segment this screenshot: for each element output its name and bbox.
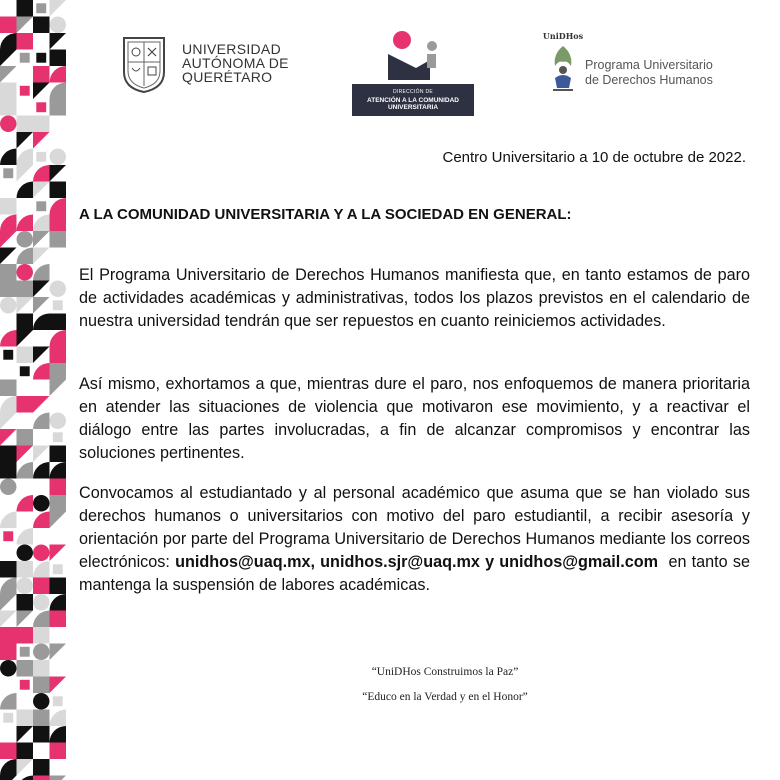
pattern-tile (50, 83, 67, 100)
pattern-tile (50, 363, 67, 380)
pattern-tile (17, 215, 34, 232)
pattern-tile (17, 132, 34, 149)
pattern-tile (33, 776, 50, 780)
pattern-tile (0, 446, 17, 463)
pattern-tile (17, 165, 34, 182)
pattern-tile (17, 726, 34, 743)
pattern-tile (17, 182, 34, 199)
pattern-tile (17, 776, 34, 780)
pattern-tile (0, 594, 17, 611)
unidhos-line-1: Programa Universitario (585, 58, 713, 72)
pattern-tile (0, 578, 16, 595)
pattern-tile (33, 512, 50, 529)
pattern-tile (33, 693, 50, 710)
unidhos-name (585, 58, 713, 88)
pattern-tile (33, 644, 50, 661)
pattern-tile (53, 696, 63, 706)
unidhos-logo (542, 30, 745, 102)
paragraph-3-outro: en tanto se mantenga la suspensión de labores académicas. (79, 553, 755, 594)
pattern-tile (17, 149, 34, 166)
pattern-tile (33, 710, 50, 727)
pattern-tile (50, 347, 67, 364)
pattern-tile (50, 149, 67, 166)
pattern-tile (33, 545, 50, 562)
unidhos-badge: UniDHos (542, 31, 584, 41)
pattern-tile (33, 83, 50, 100)
pattern-tile (17, 561, 34, 578)
pattern-tile (33, 495, 50, 512)
uaq-line-3: QUERÉTARO (182, 69, 273, 85)
pattern-tile (36, 201, 46, 211)
pattern-tile (33, 446, 50, 463)
pattern-tile (50, 314, 67, 331)
pattern-tile (17, 429, 34, 446)
pattern-tile (20, 53, 30, 63)
pattern-tile (50, 380, 67, 397)
daca-line-1: ATENCIÓN A LA COMUNIDAD (367, 97, 459, 104)
pattern-tile (36, 152, 46, 162)
pattern-tile (33, 132, 50, 149)
pattern-tile (50, 33, 67, 50)
daca-logo (352, 30, 474, 118)
pattern-tile (36, 102, 46, 112)
pattern-tile (17, 33, 34, 50)
pattern-tile (20, 647, 30, 657)
pattern-tile (50, 413, 67, 430)
pattern-tile (0, 33, 16, 50)
pattern-tile (50, 495, 67, 512)
paragraph-3 (79, 482, 755, 597)
pattern-tile (3, 350, 13, 360)
pattern-tile (50, 545, 67, 562)
pattern-tile (50, 726, 67, 743)
daca-line-2: UNIVERSITARIA (387, 104, 439, 111)
pattern-tile (3, 168, 13, 178)
pattern-tile (17, 578, 34, 595)
pattern-tile (33, 231, 50, 248)
pattern-tile (0, 413, 17, 430)
daca-small-text: DIRECCIÓN DE (393, 89, 433, 95)
pattern-tile (50, 281, 67, 298)
pattern-tile (50, 231, 67, 248)
paragraph-3-intro: Convocamos al estudiantado y al personal académico que asuma que se han violado sus derechos humanos o universitarios con motivo del paro estudiantil, a recibir asesoría y orientación por parte del Programa Universitario de Derechos Humanos mediante los correos electrónicos: (79, 484, 750, 571)
pattern-tile (33, 396, 50, 413)
pattern-tile (0, 66, 17, 83)
pattern-tile (33, 116, 50, 133)
pattern-tile (0, 149, 16, 166)
pattern-tile (17, 710, 34, 727)
pattern-tile (33, 281, 50, 298)
paragraph-1: El Programa Universitario de Derechos Humanos manifiesta que, en tanto estamos de paro de actividades académicas y administrativas, todos los plazos previstos en el calendario de nuestra universidad tendrán que ser repuestos en cuanto reiniciemos actividades. (79, 266, 750, 330)
pattern-tile (33, 297, 50, 314)
pattern-tile (33, 677, 50, 694)
pattern-tile (50, 50, 67, 67)
pattern-tile (17, 528, 34, 545)
pattern-tile (36, 3, 46, 13)
pattern-tile (17, 396, 34, 413)
pattern-tile (0, 99, 17, 116)
pattern-tile (33, 363, 50, 380)
pattern-tile (33, 611, 50, 628)
pattern-tile (50, 578, 67, 595)
pattern-tile (33, 660, 50, 677)
pattern-tile (17, 0, 34, 17)
pattern-tile (50, 743, 67, 760)
pattern-tile (36, 53, 46, 63)
pattern-tile (33, 413, 50, 430)
pattern-tile (50, 17, 67, 34)
pattern-tile (17, 660, 34, 677)
pattern-tile (0, 512, 16, 529)
pattern-tile (17, 347, 34, 364)
pattern-tile (0, 743, 17, 760)
pattern-tile (50, 165, 67, 182)
decorative-pattern-strip (0, 0, 66, 780)
pattern-tile (33, 215, 50, 232)
letter-date: Centro Universitario a 10 de octubre de 2022. (442, 149, 746, 166)
pattern-tile (50, 594, 67, 611)
pattern-tile (17, 281, 34, 298)
pattern-tile (0, 264, 17, 281)
pattern-tile (33, 66, 50, 83)
daca-name-box (352, 84, 474, 116)
pattern-tile (0, 330, 16, 347)
pattern-tile (3, 713, 13, 723)
pattern-tile (0, 660, 17, 677)
pattern-tile (0, 693, 16, 710)
pattern-tile (0, 83, 17, 100)
pattern-tile (33, 726, 50, 743)
pattern-tile (0, 17, 17, 34)
pattern-tile (0, 215, 16, 232)
pattern-tile (50, 710, 67, 727)
pattern-tile (50, 215, 67, 232)
pattern-tile (53, 432, 63, 442)
pattern-tile (50, 99, 67, 116)
pattern-tile (17, 314, 34, 331)
unidhos-line-2: de Derechos Humanos (585, 73, 713, 87)
pattern-tile (50, 462, 67, 479)
pattern-tile (17, 297, 34, 314)
pattern-tile (20, 680, 30, 690)
pattern-tile (50, 479, 67, 496)
pattern-tile (0, 116, 17, 133)
contact-emails: unidhos@uaq.mx, unidhos.sjr@uaq.mx y unidhos@gmail.com (175, 553, 659, 571)
pattern-tile (0, 776, 17, 780)
pattern-tile (0, 198, 17, 215)
pattern-tile (50, 66, 67, 83)
pattern-tile (17, 116, 34, 133)
pattern-tile (17, 264, 34, 281)
pattern-tile (17, 627, 34, 644)
paragraph-2: Así mismo, exhortamos a que, mientras dure el paro, nos enfoquemos de manera prioritaria en atender las situaciones de violencia que motivaron ese movimiento, y a reactivar el diálogo entre las partes involucradas, a fin de alcanzar compromisos y encontrar las soluciones pertinentes. (79, 375, 750, 462)
tree-figure-icon (542, 30, 584, 100)
pattern-tile (0, 429, 17, 446)
pattern-tile (33, 561, 50, 578)
pattern-tile (50, 644, 67, 661)
pattern-tile (0, 396, 16, 413)
pattern-tile (33, 594, 50, 611)
pattern-tile (17, 462, 34, 479)
uaq-line-2: AUTÓNOMA DE (182, 55, 289, 71)
pattern-tile (0, 561, 17, 578)
pattern-tile (50, 776, 67, 780)
pattern-tile (0, 380, 17, 397)
pattern-tile (33, 759, 50, 776)
pattern-tile (33, 462, 50, 479)
pattern-tile (50, 512, 67, 529)
community-mark-icon (386, 30, 442, 80)
uaq-logo (120, 32, 300, 102)
pattern-tile (53, 564, 63, 574)
pattern-tile (0, 759, 16, 776)
pattern-tile (17, 545, 34, 562)
pattern-tile (33, 182, 50, 199)
pattern-tile (0, 462, 17, 479)
pattern-tile (33, 165, 50, 182)
pattern-tile (17, 330, 34, 347)
pattern-tile (33, 314, 50, 331)
pattern-tile (0, 627, 17, 644)
pattern-tile (0, 297, 17, 314)
letter-heading: A LA COMUNIDAD UNIVERSITARIA Y A LA SOCIEDAD EN GENERAL: (79, 206, 572, 223)
pattern-tile (17, 495, 34, 512)
pattern-tile (50, 446, 67, 463)
pattern-tile (17, 446, 34, 463)
pattern-tile (0, 611, 17, 628)
motto-unidhos: “UniDHos Construimos la Paz” (371, 666, 519, 678)
pattern-tile (50, 198, 67, 215)
pattern-tile (20, 86, 30, 96)
pattern-tile (17, 17, 34, 34)
pattern-tile (33, 17, 50, 34)
pattern-tile (53, 300, 63, 310)
pattern-tile (3, 531, 13, 541)
pattern-tile (50, 677, 67, 694)
uaq-line-1: UNIVERSIDAD (182, 41, 281, 57)
pattern-tile (17, 248, 34, 265)
pattern-tile (17, 743, 34, 760)
pattern-tile (20, 366, 30, 376)
pattern-tile (17, 594, 34, 611)
university-seal-icon (120, 34, 168, 94)
pattern-tile (0, 231, 17, 248)
pattern-tile (17, 231, 34, 248)
uaq-name (182, 42, 289, 84)
pattern-tile (33, 578, 50, 595)
pattern-tile (33, 347, 50, 364)
pattern-tile (33, 248, 50, 265)
pattern-tile (0, 50, 17, 67)
pattern-tile (50, 330, 67, 347)
pattern-tile (0, 248, 17, 265)
pattern-tile (50, 182, 67, 199)
pattern-tile (17, 611, 34, 628)
pattern-tile (0, 479, 17, 496)
motto-university: “Educo en la Verdad y en el Honor” (362, 691, 528, 703)
pattern-tile (50, 0, 67, 17)
pattern-tile (0, 644, 17, 661)
pattern-tile (33, 264, 50, 281)
pattern-tile (0, 281, 17, 298)
pattern-tile (50, 611, 67, 628)
pattern-tile (17, 759, 34, 776)
pattern-tile (33, 627, 50, 644)
